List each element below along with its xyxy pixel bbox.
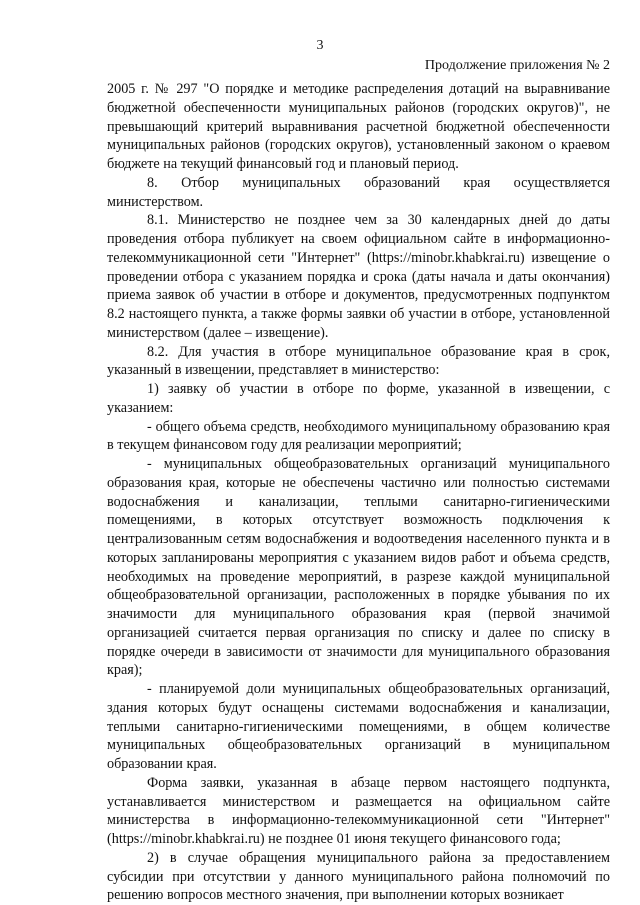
document-body	[107, 80, 610, 905]
page-number: 3	[316, 38, 324, 53]
paragraph-8-2: 8.2. Для участия в отборе муниципальное образование края в срок, указанный в извещении, представляет в министерство:	[107, 343, 610, 379]
paragraph-8-2-item-1: 1) заявку об участии в отборе по форме, указанной в извещении, с указанием:	[107, 381, 610, 416]
paragraph-continuation: 2005 г. № 297 "О порядке и методике распределения дотаций на выравнивание бюджетной обеспеченности муниципальных районов (городских округов)", не превышающий критерий выравнивания расчетной бюджетной обеспеченности муниципальных районов (городских округов), установленный законом о краевом бюджете на текущий финансовый год и плановый период.	[107, 81, 610, 172]
appendix-label: Продолжение приложения № 2	[424, 58, 610, 73]
paragraph-8-1: 8.1. Министерство не позднее чем за 30 календарных дней до даты проведения отбора публикует на своем официальном сайте в информационно-телекоммуникационной сети "Интернет" (https://minobr.khabkrai.ru) извещение о проведении отбора с указанием порядка и срока (даты начала и даты окончания) приема заявок об участии в отборе и документов, предусмотренных подпунктом 8.2 настоящего пункта, а также формы заявки об участии в отборе, установленной министерством (далее – извещение).	[107, 212, 610, 341]
paragraph-8: 8. Отбор муниципальных образований края осуществляется министерством.	[107, 174, 610, 210]
paragraph-application-form: Форма заявки, указанная в абзаце первом настоящего подпункта, устанавливается министерством и размещается на официальном сайте министерства в информационно-телекоммуникационной сети "Интернет" (https://minobr.khabkrai.ru) не позднее 01 июня текущего финансового года;	[107, 774, 610, 847]
list-item-planned-share: - планируемой доли муниципальных общеобразовательных организаций, здания которых будут оснащены системами водоснабжения и канализации, теплыми санитарно-гигиеническими помещениями, в общем количестве муниципальных общеобразовательных организаций в муниципальном образовании края.	[107, 681, 610, 772]
list-item-organizations: - муниципальных общеобразовательных организаций муниципального образования края, которые не обеспечены частично или полностью системами водоснабжения и канализации, теплыми санитарно-гигиеническими помещениями, в которых отсутствует возможность подключения к централизованным сетям водоснабжения и водоотведения населенного пункта и в которых запланированы мероприятия с указанием видов работ и объема средств, необходимых на проведение мероприятий, в разрезе каждой муниципальной общеобразовательной организации, расположенных в порядке убывания по их значимости для муниципального образования края (первой значимой организацией считается первая организация по списку и далее по списку в порядке очереди в зависимости от значимости для муниципального образования края);	[107, 456, 610, 679]
list-item-total-funds: - общего объема средств, необходимого муниципальному образованию края в текущем финансовом году для реализации мероприятий;	[107, 418, 610, 454]
paragraph-8-2-item-2: 2) в случае обращения муниципального района за предоставлением субсидии при отсутствии у данного муниципального района полномочий по решению вопросов местного значения, при выполнении которых возникает	[107, 849, 610, 904]
